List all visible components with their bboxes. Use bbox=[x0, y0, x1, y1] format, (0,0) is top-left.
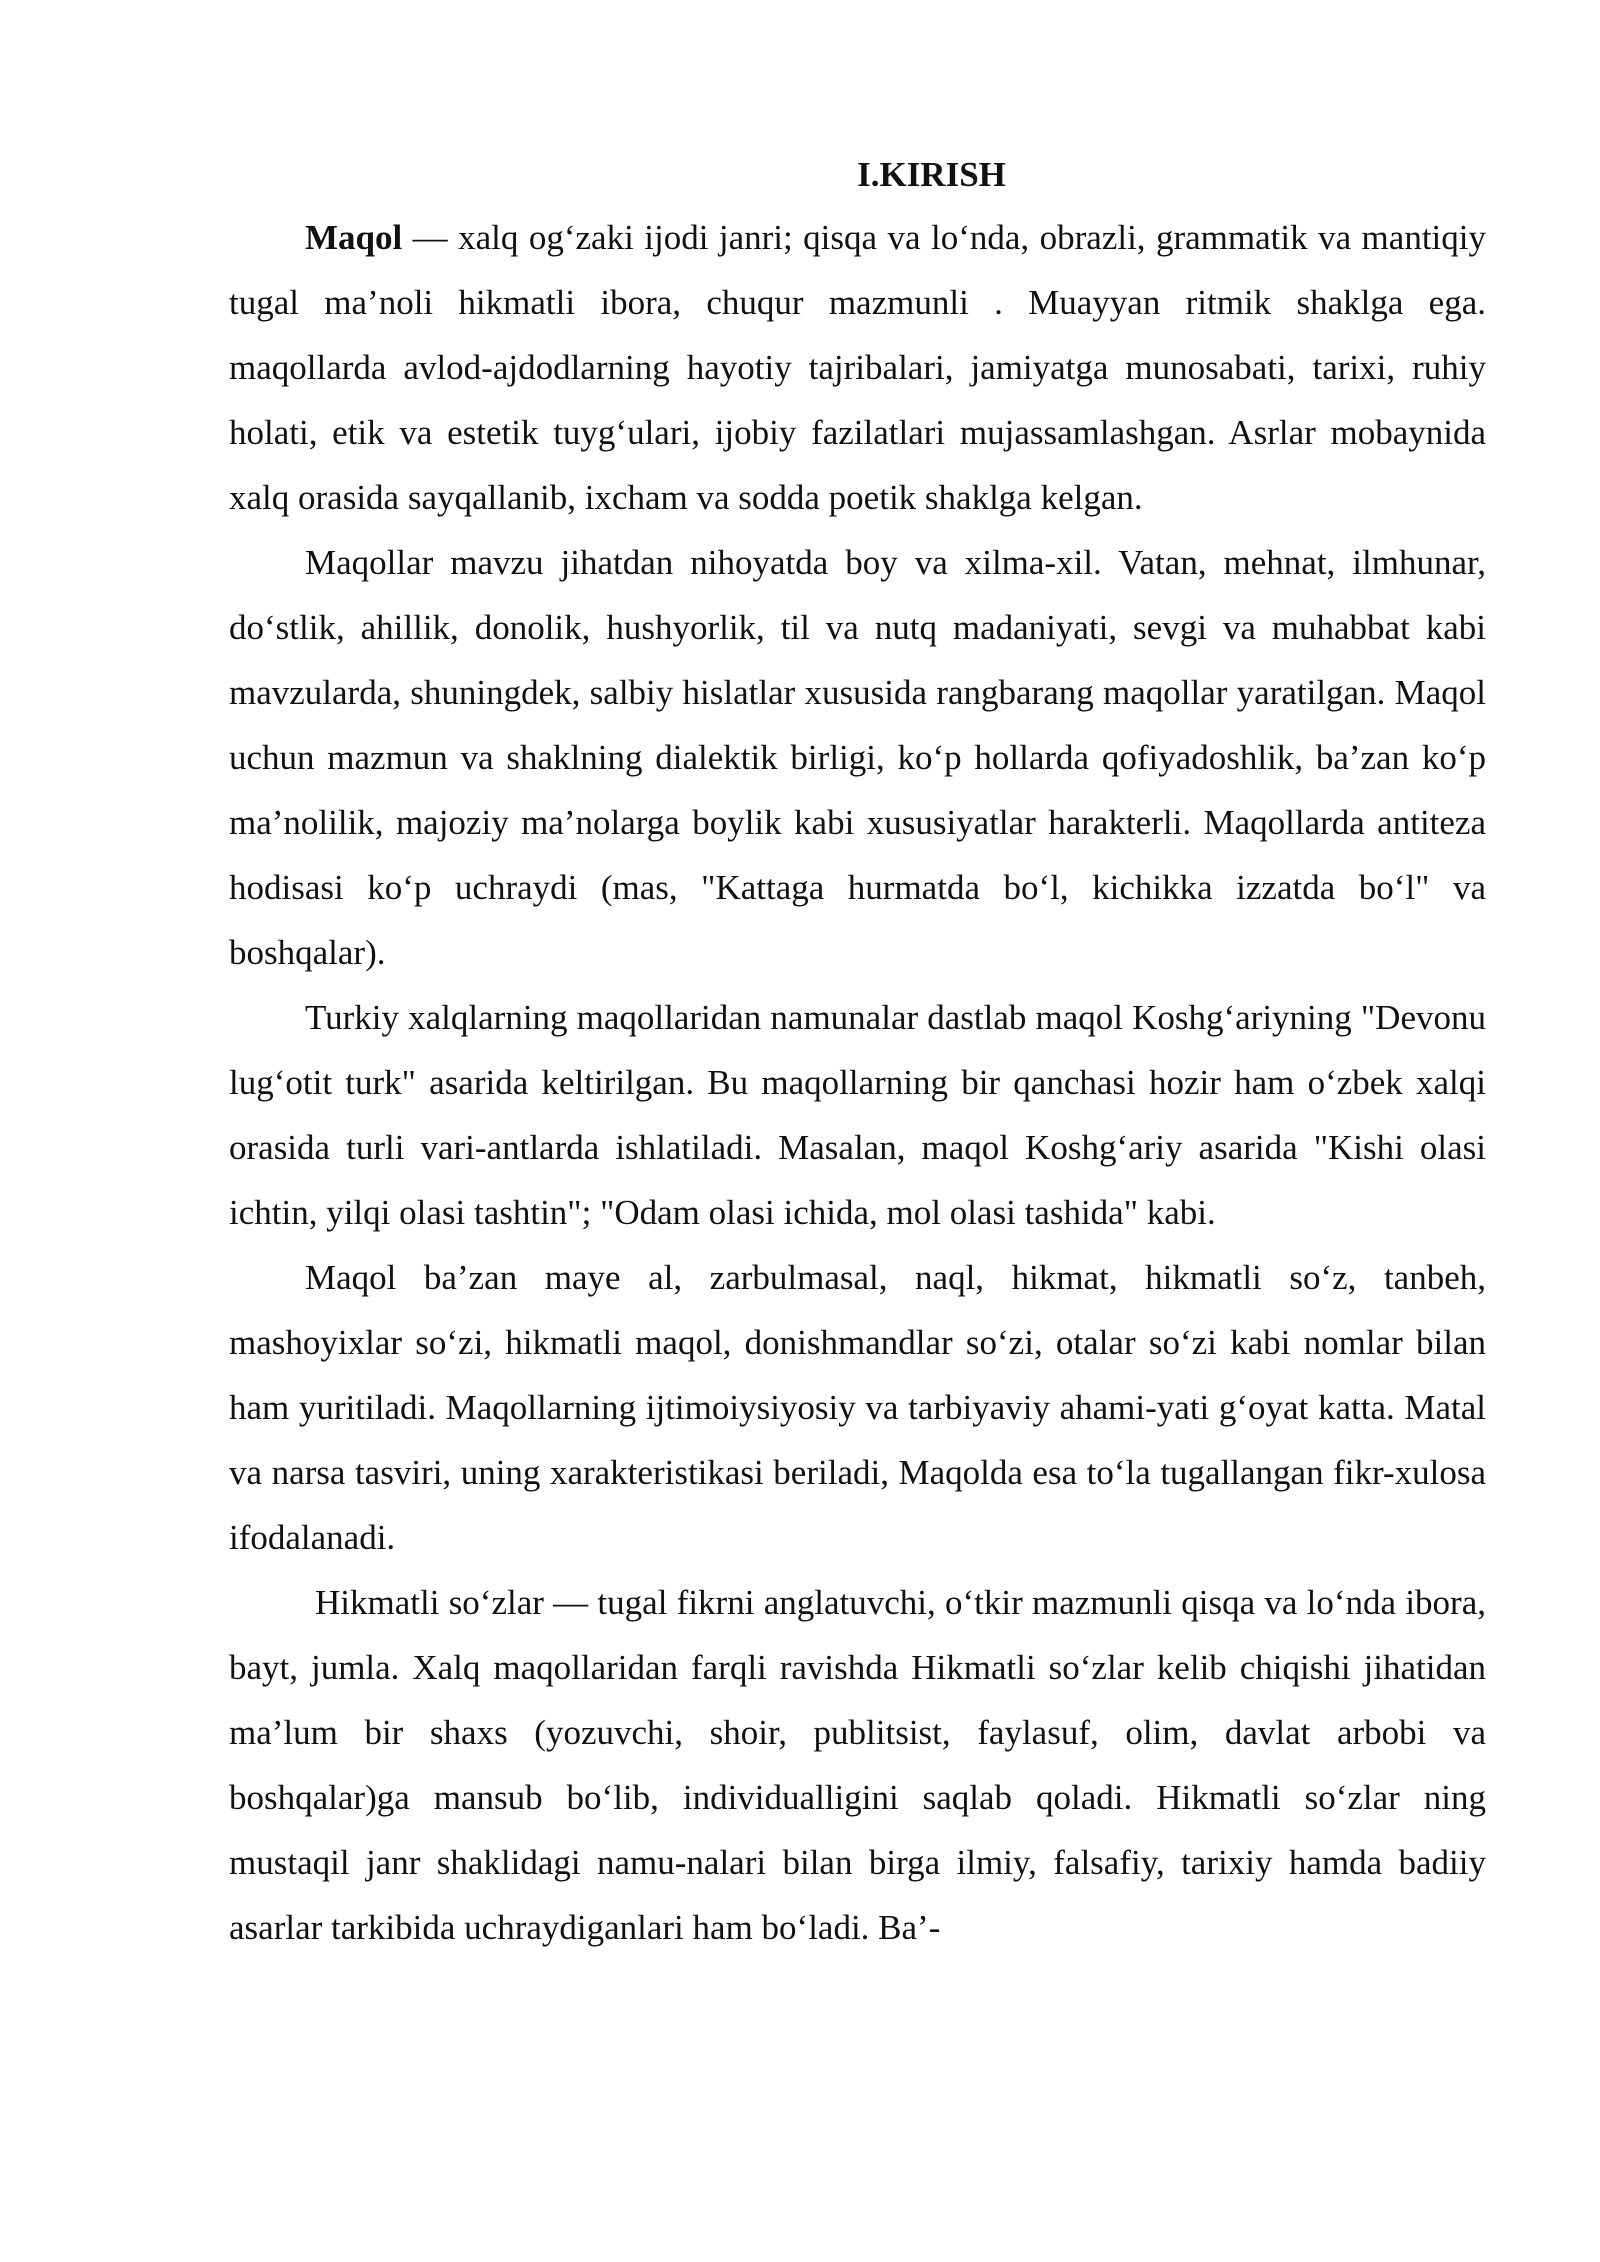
paragraph-text: — xalq og‘zaki ijodi janri; qisqa va lo‘nda, obrazli, grammatik va mantiqiy tugal ma’noli hikmatli ibora, chuqur mazmunli . Muayyan ritmik shaklga ega. maqollarda avlod-ajdodlarning hayotiy tajribalari, jamiyatga munosabati, tarixi, ruhiy holati, etik va estetik tuyg‘ulari, ijobiy fazilatlari mujassamlashgan. Asrlar mobaynida xalq orasida sayqallanib, ixcham va sodda poetik shaklga kelgan. bbox=[229, 218, 1486, 517]
paragraph-maqol-names: Maqol ba’zan maye al, zarbulmasal, naql, hikmat, hikmatli so‘z, tanbeh, mashoyixlar so‘zi, hikmatli maqol, donishmandlar so‘zi, otalar so‘zi kabi nomlar bilan ham yuritiladi. Maqollarning ijtimoiysiyosiy va tarbiyaviy ahami-yati g‘oyat katta. Matal va narsa tasviri, uning xarakteristikasi beriladi, Maqolda esa to‘la tugallangan fikr-xulosa ifodalanadi. bbox=[229, 1258, 1486, 1557]
term-maqol: Maqol bbox=[305, 218, 403, 257]
page-title: I.KIRISH bbox=[857, 155, 1006, 194]
paragraph-hikmatli-sozlar: Hikmatli so‘zlar — tugal fikrni anglatuvchi, o‘tkir mazmunli qisqa va lo‘nda ibora, bayt, jumla. Xalq maqollaridan farqli ravishda Hikmatli so‘zlar kelib chiqishi jihatidan ma’lum bir shaxs (yozuvchi, shoir, publitsist, faylasuf, olim, davlat arbobi va boshqalar)ga mansub bo‘lib, individualligini saqlab qoladi. Hikmatli so‘zlar ning mustaqil janr shaklidagi namu-nalari bilan birga ilmiy, falsafiy, tarixiy hamda badiiy asarlar tarkibida uchraydiganlari ham bo‘ladi. Ba’- bbox=[229, 1583, 1486, 1947]
paragraph-maqol-definition bbox=[229, 205, 1486, 530]
document-page bbox=[229, 145, 1486, 1960]
paragraph-turkic-proverbs: Turkiy xalqlarning maqollaridan namunalar dastlab maqol Koshg‘ariyning "Devonu lug‘otit turk" asarida keltirilgan. Bu maqollarning bir qanchasi hozir ham o‘zbek xalqi orasida turli vari-antlarda ishlatiladi. Masalan, maqol Koshg‘ariy asarida "Kishi olasi ichtin, yilqi olasi tashtin"; "Odam olasi ichida, mol olasi tashida" kabi. bbox=[229, 998, 1486, 1232]
paragraph-maqol-themes: Maqollar mavzu jihatdan nihoyatda boy va xilma-xil. Vatan, mehnat, ilmhunar, do‘stlik, ahillik, donolik, hushyorlik, til va nutq madaniyati, sevgi va muhabbat kabi mavzularda, shuningdek, salbiy hislatlar xususida rangbarang maqollar yaratilgan. Maqol uchun mazmun va shaklning dialektik birligi, ko‘p hollarda qofiyadoshlik, ba’zan ko‘p ma’nolilik, majoziy ma’nolarga boylik kabi xususiyatlar harakterli. Maqollarda antiteza hodisasi ko‘p uchraydi (mas, "Kattaga hurmatda bo‘l, kichikka izzatda bo‘l" va boshqalar). bbox=[229, 543, 1486, 972]
